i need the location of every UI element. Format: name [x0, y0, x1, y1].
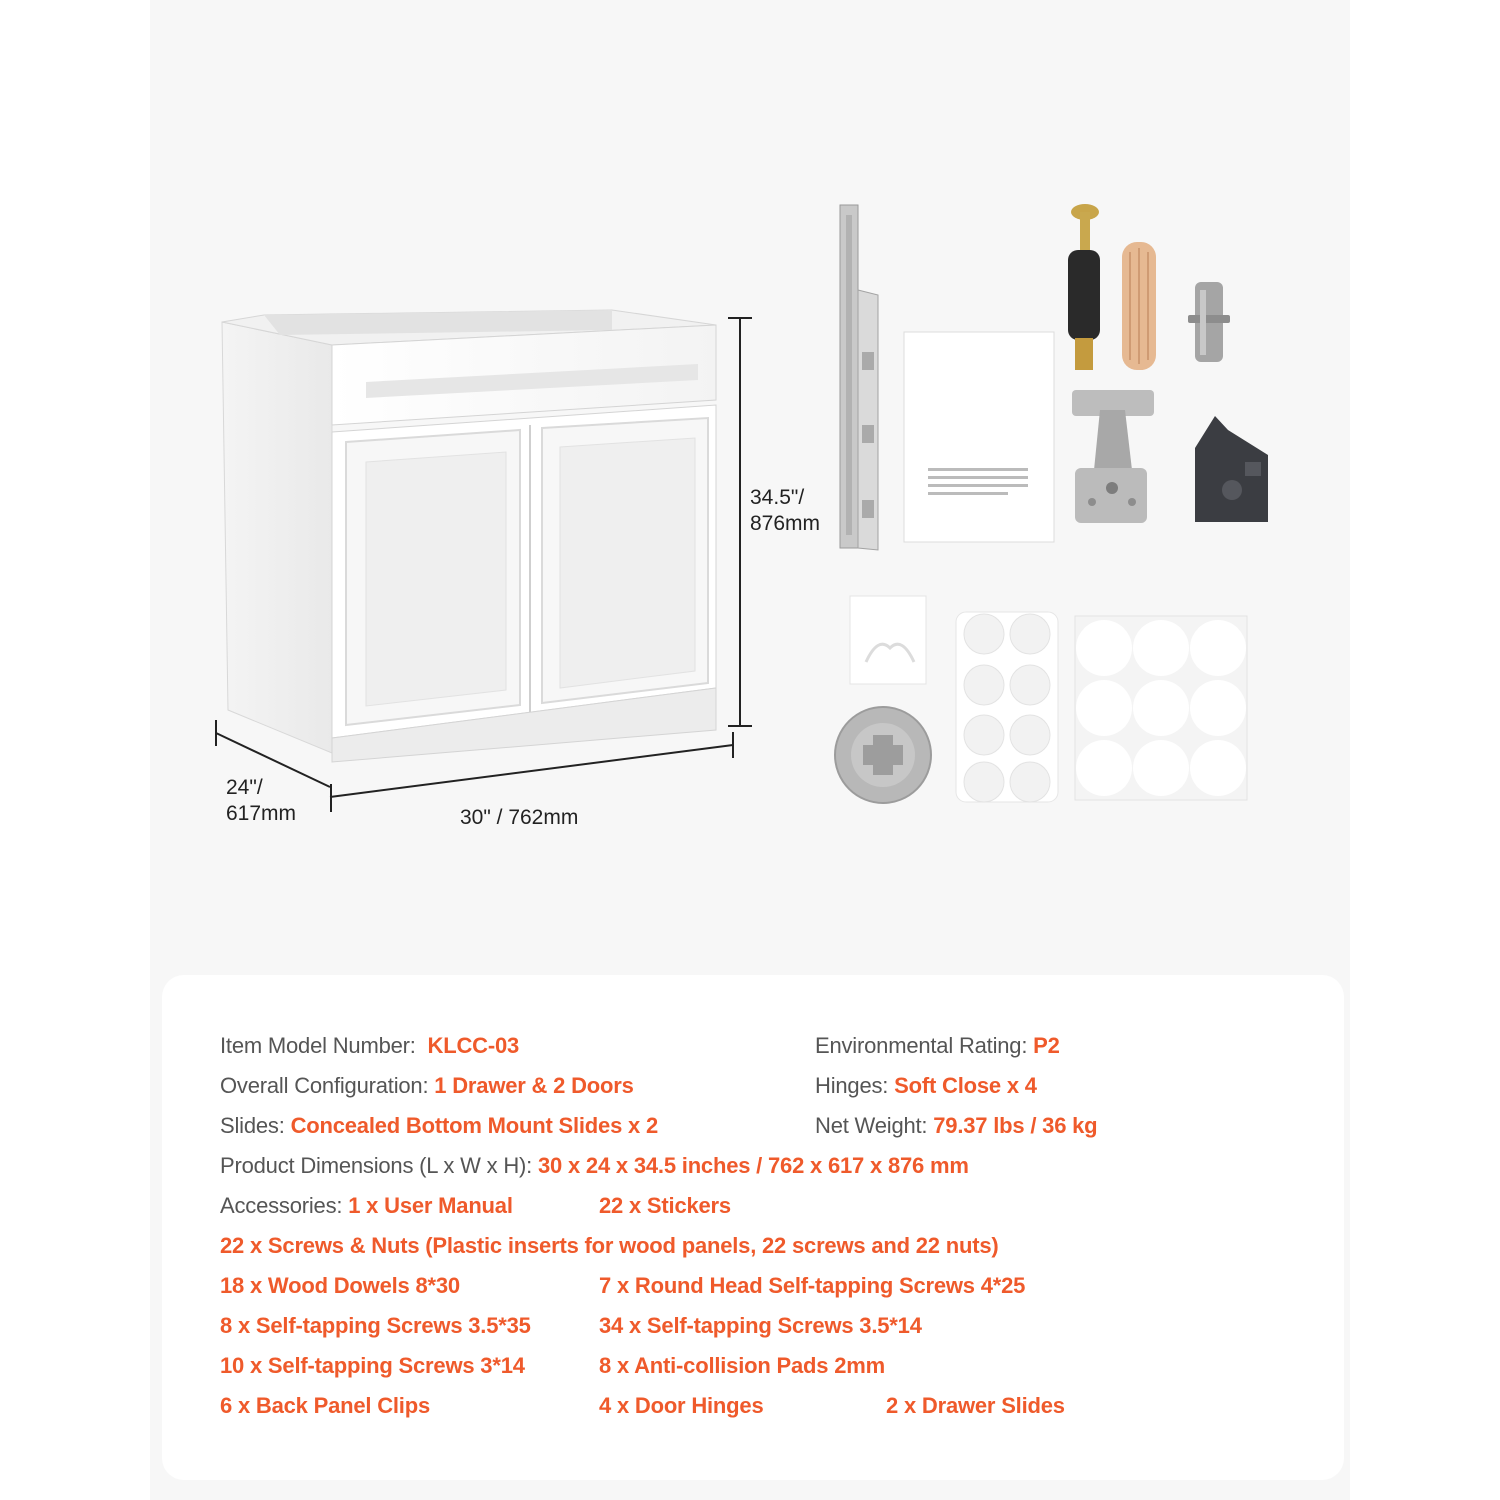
- accessory-item: 22 x Screws & Nuts (Plastic inserts for wood panels, 22 screws and 22 nuts): [220, 1233, 999, 1258]
- env-row: [815, 1032, 1060, 1060]
- env-label: Environmental Rating:: [815, 1033, 1028, 1058]
- dims-label: Product Dimensions (L x W x H):: [220, 1153, 533, 1178]
- door-hinge-image: [1072, 390, 1154, 523]
- cam-bolt-image: [1068, 204, 1100, 370]
- dimensions-row: [220, 1152, 969, 1180]
- hinges-row: [815, 1072, 1037, 1100]
- accessory-item: 2 x Drawer Slides: [886, 1393, 1065, 1418]
- accessory-item: 22 x Stickers: [599, 1193, 731, 1218]
- accessories-row: [220, 1192, 513, 1220]
- model-row: [220, 1032, 519, 1060]
- weight-row: [815, 1112, 1097, 1140]
- config-value: 1 Drawer & 2 Doors: [434, 1073, 634, 1098]
- width-dimension-label: 30" / 762mm: [460, 806, 579, 829]
- height-metric: 876mm: [750, 512, 821, 535]
- hinges-label: Hinges:: [815, 1073, 889, 1098]
- model-label: Item Model Number:: [220, 1033, 416, 1058]
- dims-value: 30 x 24 x 34.5 inches / 762 x 617 x 876 mm: [537, 1153, 969, 1178]
- accessory-item: 8 x Self-tapping Screws 3.5*35: [220, 1313, 531, 1338]
- accessory-item: 10 x Self-tapping Screws 3*14: [220, 1353, 525, 1378]
- accessory-item: 8 x Anti-collision Pads 2mm: [599, 1353, 885, 1378]
- cam-lock-image: [835, 707, 931, 803]
- cover-stickers-image: [1075, 616, 1247, 800]
- config-row: [220, 1072, 634, 1100]
- user-manual-image: [904, 332, 1054, 542]
- accessory-item: 18 x Wood Dowels 8*30: [220, 1273, 460, 1298]
- sticker-packet-image: [850, 596, 926, 684]
- slides-row: [220, 1112, 658, 1140]
- accessory-item: 4 x Door Hinges: [599, 1393, 764, 1418]
- slides-value: Concealed Bottom Mount Slides x 2: [290, 1113, 659, 1138]
- drawer-slide-image: [840, 205, 878, 550]
- weight-value: 79.37 lbs / 36 kg: [933, 1113, 1098, 1138]
- wood-dowel-image: [1122, 242, 1156, 370]
- accessories-label: Accessories:: [220, 1193, 343, 1218]
- hinges-value: Soft Close x 4: [894, 1073, 1037, 1098]
- accessory-item: 7 x Round Head Self-tapping Screws 4*25: [599, 1273, 1026, 1298]
- model-value: KLCC-03: [427, 1033, 520, 1058]
- height-dimension-label: [750, 485, 820, 537]
- depth-metric: 617mm: [226, 802, 297, 825]
- config-label: Overall Configuration:: [220, 1073, 429, 1098]
- depth-imperial: 24"/: [226, 776, 263, 799]
- accessory-item: 6 x Back Panel Clips: [220, 1393, 430, 1418]
- cabinet-image: [222, 310, 716, 762]
- env-value: P2: [1033, 1033, 1060, 1058]
- depth-dimension-label: [226, 775, 296, 827]
- back-panel-clip-image: [1195, 416, 1268, 522]
- anti-collision-pads-image: [956, 612, 1058, 802]
- accessory-item: 34 x Self-tapping Screws 3.5*14: [599, 1313, 922, 1338]
- height-imperial: 34.5"/: [750, 486, 805, 509]
- weight-label: Net Weight:: [815, 1113, 928, 1138]
- metal-insert-image: [1188, 282, 1230, 362]
- slides-label: Slides:: [220, 1113, 285, 1138]
- accessory-item: 1 x User Manual: [348, 1193, 513, 1218]
